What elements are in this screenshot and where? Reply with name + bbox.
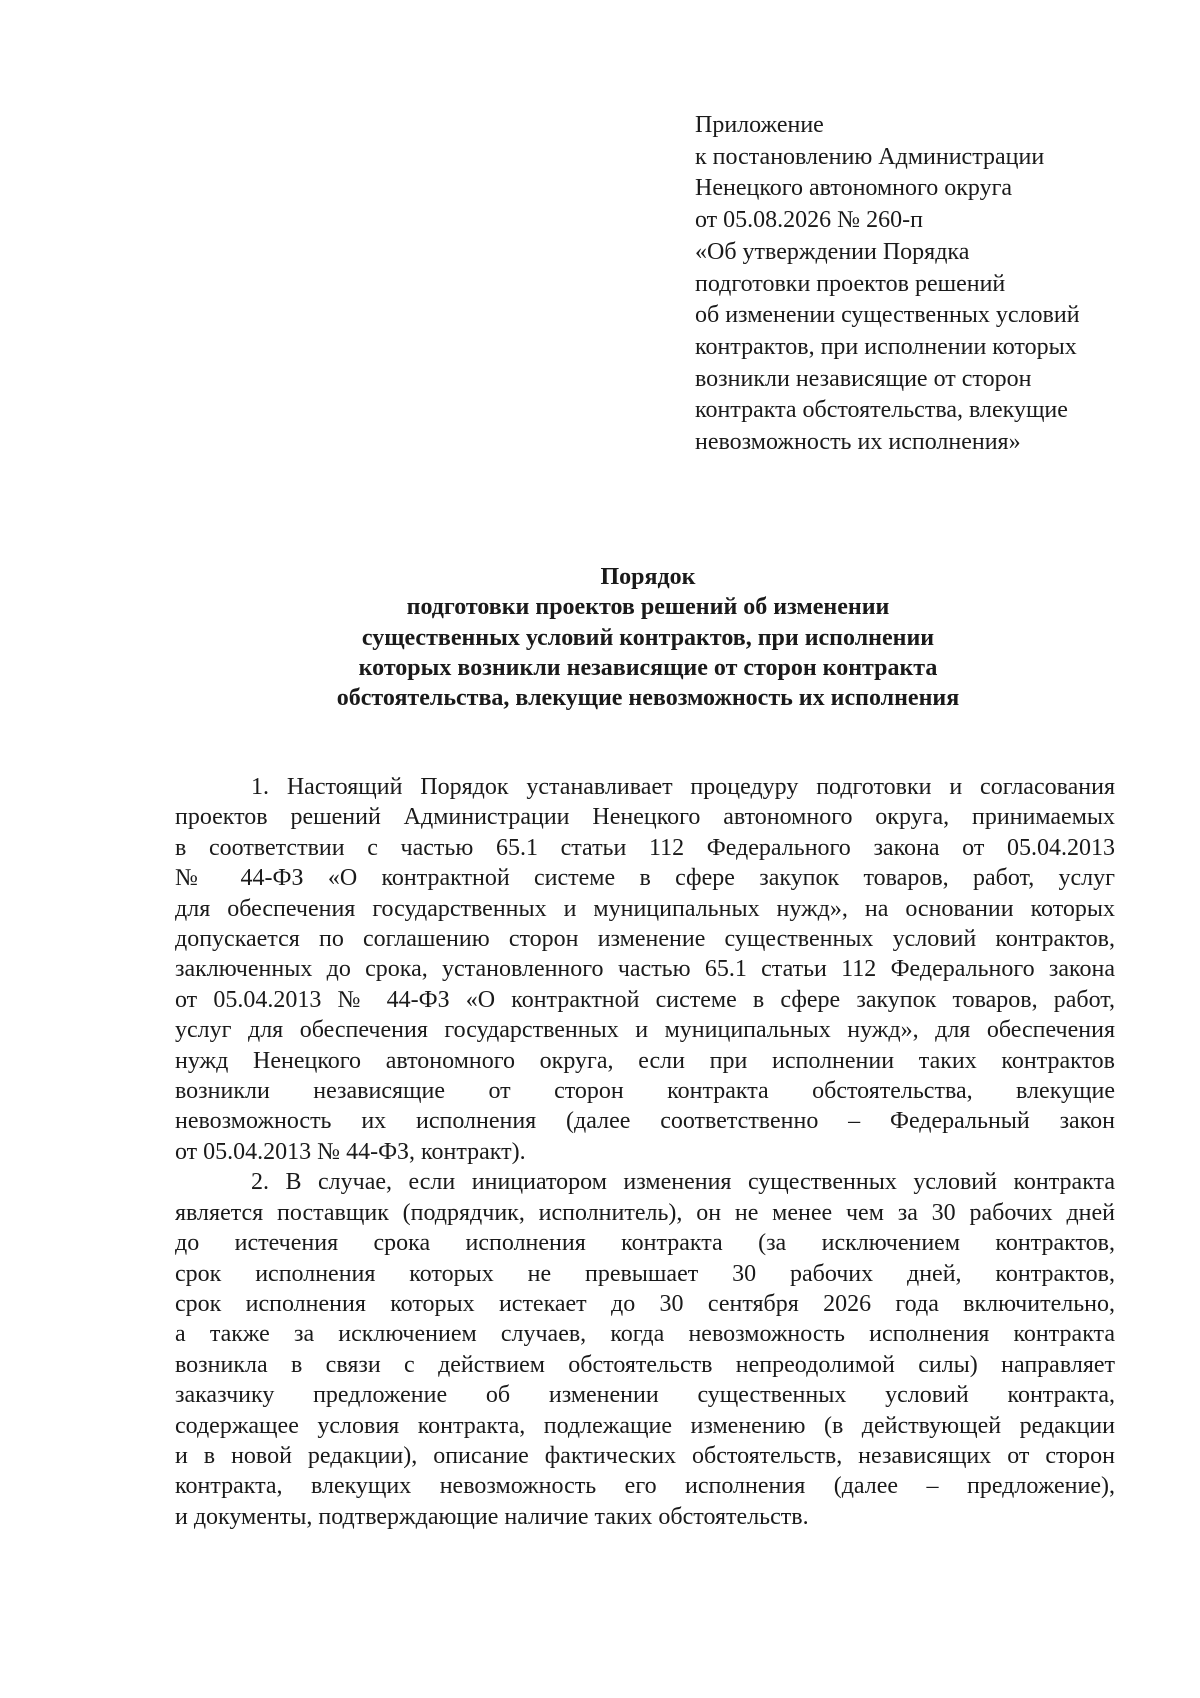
paragraph-line: проектов решений Администрации Ненецкого автономного округа, принимаемых [175, 804, 1115, 831]
paragraph-1 [175, 772, 1115, 1167]
paragraph-line: услуг для обеспечения государственных и муниципальных нужд», для обеспечения [175, 1017, 1115, 1044]
appendix-line: Приложение [695, 112, 824, 138]
title-line: обстоятельства, влекущие невозможность их исполнения [336, 685, 960, 712]
appendix-line: об изменении существенных условий [695, 302, 1080, 329]
document-body [175, 772, 1115, 1532]
title-line: которых возникли независящие от сторон контракта [358, 654, 938, 681]
appendix-line: невозможность их исполнения» [695, 429, 1021, 456]
paragraph-line: возникли независящие от сторон контракта обстоятельства, влекущие [175, 1078, 1115, 1105]
paragraph-line: заключенных до срока, установленного частью 65.1 статьи 112 Федерального закона [175, 956, 1115, 983]
paragraph-line: и документы, подтверждающие наличие таких обстоятельств. [175, 1503, 809, 1530]
paragraph-line: содержащее условия контракта, подлежащие изменению (в действующей редакции [175, 1412, 1115, 1439]
title-line: существенных условий контрактов, при исполнении [361, 624, 935, 651]
paragraph-line: от 05.04.2013 № 44-ФЗ, контракт). [175, 1138, 526, 1165]
appendix-line: «Об утверждении Порядка [695, 238, 970, 265]
paragraph-line: срок исполнения которых истекает до 30 сентября 2026 года включительно, [175, 1290, 1115, 1317]
paragraph-line: возникла в связи с действием обстоятельств непреодолимой силы) направляет [175, 1351, 1115, 1378]
title-line: подготовки проектов решений об изменении [406, 594, 890, 621]
paragraph-line: в соответствии с частью 65.1 статьи 112 Федерального закона от 05.04.2013 [175, 834, 1115, 861]
paragraph-line: заказчику предложение об изменении существенных условий контракта, [175, 1382, 1115, 1409]
appendix-line: контракта обстоятельства, влекущие [695, 397, 1068, 424]
paragraph-line: и в новой редакции), описание фактических обстоятельств, независящих от сторон [175, 1442, 1115, 1469]
appendix-line: контрактов, при исполнении которых [695, 333, 1077, 360]
title-line: Порядок [600, 564, 696, 590]
appendix-line: подготовки проектов решений [695, 270, 1006, 297]
paragraph-line: допускается по соглашению сторон изменение существенных условий контрактов, [175, 926, 1115, 953]
paragraph-line: для обеспечения государственных и муниципальных нужд», на основании которых [175, 895, 1115, 922]
paragraph-line: до истечения срока исполнения контракта (за исключением контрактов, [175, 1230, 1115, 1257]
paragraph-line: 1. Настоящий Порядок устанавливает процедуру подготовки и согласования [251, 774, 1115, 800]
paragraph-line: а также за исключением случаев, когда невозможность исполнения контракта [175, 1321, 1115, 1348]
appendix-line: Ненецкого автономного округа [695, 175, 1013, 202]
paragraph-line: от 05.04.2013 № 44-ФЗ «О контрактной системе в сфере закупок товаров, работ, [175, 986, 1115, 1013]
appendix-header [695, 110, 1165, 459]
paragraph-line: 2. В случае, если инициатором изменения существенных условий контракта [251, 1169, 1115, 1196]
paragraph-line: невозможность их исполнения (далее соответственно – Федеральный закон [175, 1108, 1115, 1135]
paragraph-line: контракта, влекущих невозможность его исполнения (далее – предложение), [175, 1473, 1115, 1500]
paragraph-line: нужд Ненецкого автономного округа, если при исполнении таких контрактов [175, 1047, 1115, 1074]
paragraph-line: является поставщик (подрядчик, исполнитель), он не менее чем за 30 рабочих дней [175, 1199, 1115, 1226]
appendix-line: к постановлению Администрации [695, 143, 1045, 170]
appendix-line: возникли независящие от сторон [695, 365, 1032, 392]
paragraph-line: № 44-ФЗ «О контрактной системе в сфере закупок товаров, работ, услуг [175, 865, 1115, 892]
document-title [150, 562, 1146, 713]
paragraph-2 [175, 1167, 1115, 1532]
appendix-line: от 05.08.2026 № 260-п [695, 207, 923, 234]
paragraph-line: срок исполнения которых не превышает 30 рабочих дней, контрактов, [175, 1260, 1115, 1287]
